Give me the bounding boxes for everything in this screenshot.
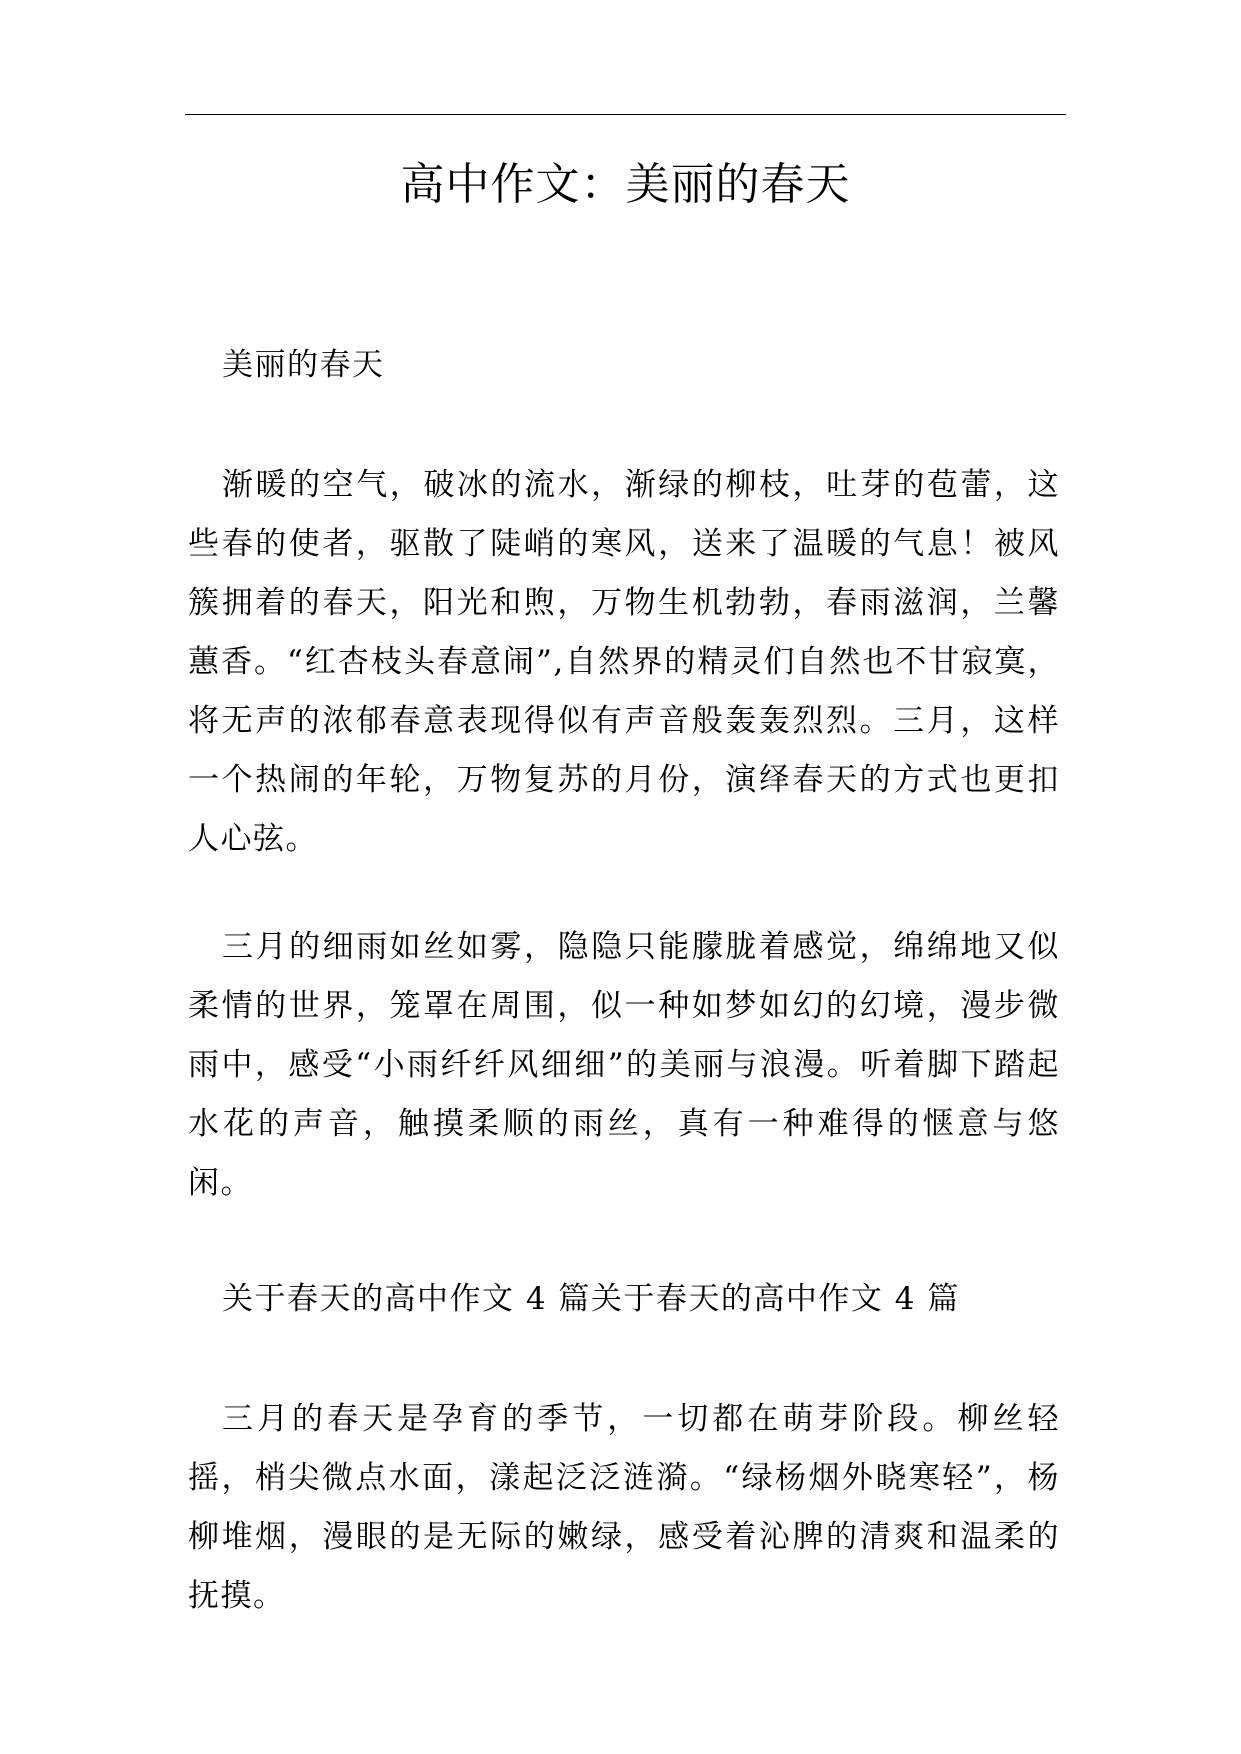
paragraph-2: 三月的细雨如丝如雾，隐隐只能朦胧着感觉，绵绵地又似柔情的世界，笼罩在周围，似一种如梦如幻的幻境，漫步微雨中，感受“小雨纤纤风细细”的美丽与浪漫。听着脚下踏起水花的声音，触摸柔顺的雨丝，真有一种难得的惬意与悠闲。	[188, 929, 1060, 1201]
document-title: 高中作文：美丽的春天	[400, 159, 851, 210]
paragraph-1: 渐暖的空气，破冰的流水，渐绿的柳枝，吐芽的苞蕾，这些春的使者，驱散了陡峭的寒风，送来了温暖的气息！被风簇拥着的春天，阳光和煦，万物生机勃勃，春雨滋润，兰馨蕙香。“红杏枝头春意闹”,自然界的精灵们自然也不甘寂寞，将无声的浓郁春意表现得似有声音般轰轰烈烈。三月，这样一个热闹的年轮，万物复苏的月份，演绎春天的方式也更扣人心弦。	[188, 467, 1060, 857]
header-rule	[185, 114, 1066, 115]
essay-subtitle: 美丽的春天	[222, 347, 385, 383]
section-heading: 关于春天的高中作文 4 篇关于春天的高中作文 4 篇	[222, 1281, 960, 1317]
paragraph-3: 三月的春天是孕育的季节，一切都在萌芽阶段。柳丝轻摇，梢尖微点水面，漾起泛泛涟漪。“绿杨烟外晓寒轻”，杨柳堆烟，漫眼的是无际的嫩绿，感受着沁脾的清爽和温柔的抚摸。	[188, 1401, 1060, 1614]
